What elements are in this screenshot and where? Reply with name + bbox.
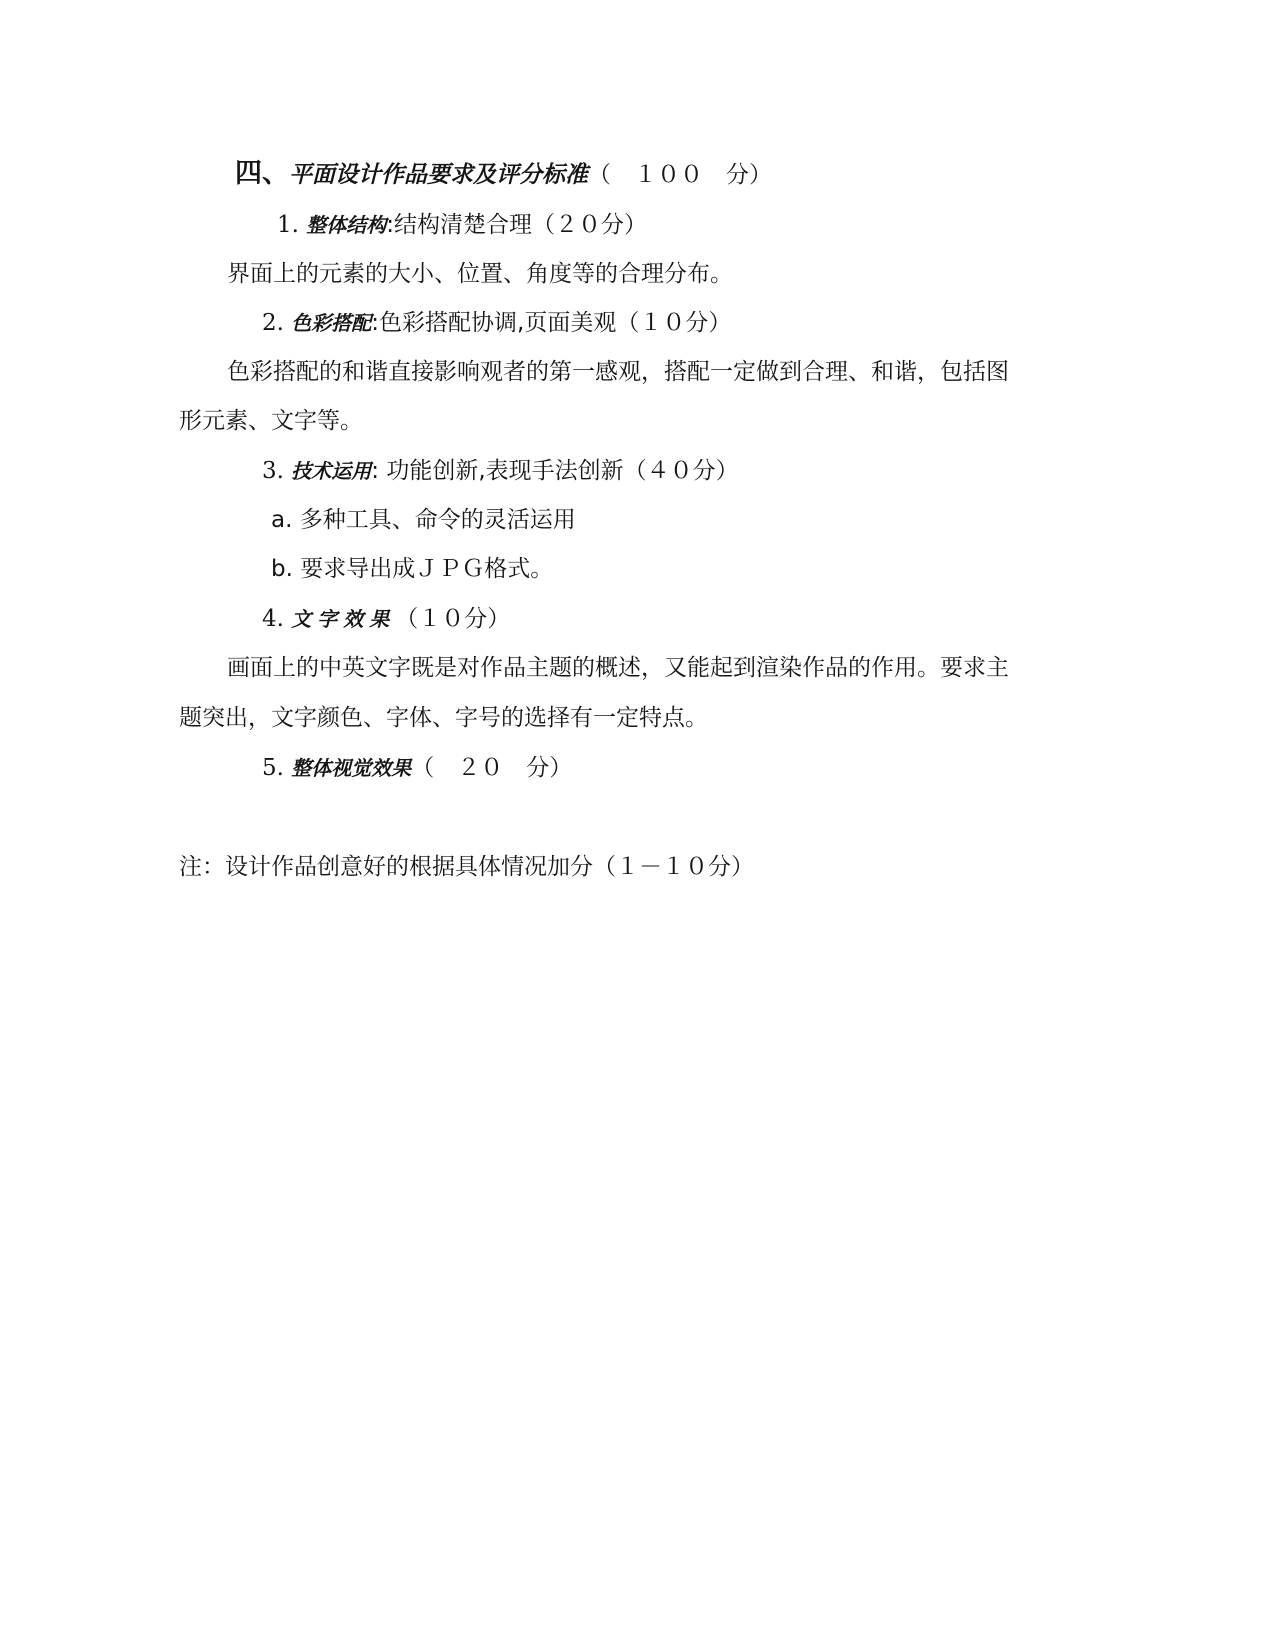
item-2-separator: : bbox=[371, 310, 380, 336]
item-2-number: 2. bbox=[262, 310, 284, 336]
item-5-text: （ ２０ 分） bbox=[411, 755, 573, 781]
item-3-heading bbox=[262, 455, 739, 487]
item-5-number: 5. bbox=[262, 755, 284, 781]
item-3-number: 3. bbox=[262, 458, 284, 484]
item-3-label: 技术运用 bbox=[291, 459, 372, 483]
item-3-sub-b: b. 要求导出成ＪＰＧ格式。 bbox=[271, 556, 554, 582]
item-4-description-line-2: 题突出，文字颜色、字体、字号的选择有一定特点。 bbox=[179, 705, 708, 731]
item-2-heading bbox=[262, 307, 731, 339]
item-3-text: 功能创新,表现手法创新（４０分） bbox=[379, 458, 739, 484]
item-1-heading bbox=[277, 209, 647, 241]
item-2-text: 色彩搭配协调,页面美观（１０分） bbox=[379, 310, 732, 336]
item-4-description-line-1: 画面上的中英文字既是对作品主题的概述，又能起到渲染作品的作用。要求主 bbox=[227, 655, 1009, 681]
item-3-sub-a: a. 多种工具、命令的灵活运用 bbox=[271, 507, 576, 533]
item-4-heading bbox=[262, 603, 510, 635]
section-number: 四、 bbox=[235, 158, 289, 189]
section-heading bbox=[235, 158, 772, 191]
item-4-text: （１０分） bbox=[395, 606, 511, 632]
item-1-label: 整体结构 bbox=[306, 213, 387, 237]
item-1-text: 结构清楚合理（２０分） bbox=[394, 212, 648, 238]
item-4-number: 4. bbox=[262, 606, 284, 632]
item-2-label: 色彩搭配 bbox=[291, 311, 372, 335]
item-5-label: 整体视觉效果 bbox=[291, 756, 412, 780]
footnote: 注：设计作品创意好的根据具体情况加分（１－１０分） bbox=[179, 854, 754, 880]
section-title: 平面设计作品要求及评分标准 bbox=[289, 161, 588, 188]
item-2-description-line-2: 形元素、文字等。 bbox=[179, 408, 363, 434]
item-4-label: 文字效果 bbox=[291, 607, 396, 631]
item-1-description: 界面上的元素的大小、位置、角度等的合理分布。 bbox=[227, 261, 733, 287]
item-1-separator: : bbox=[386, 212, 395, 238]
section-score: （ １００ 分） bbox=[588, 162, 772, 188]
item-3-separator: : bbox=[371, 458, 380, 484]
item-5-heading bbox=[262, 752, 572, 784]
item-2-description-line-1: 色彩搭配的和谐直接影响观者的第一感观，搭配一定做到合理、和谐，包括图 bbox=[227, 359, 1009, 385]
item-1-number: 1. bbox=[277, 212, 299, 238]
